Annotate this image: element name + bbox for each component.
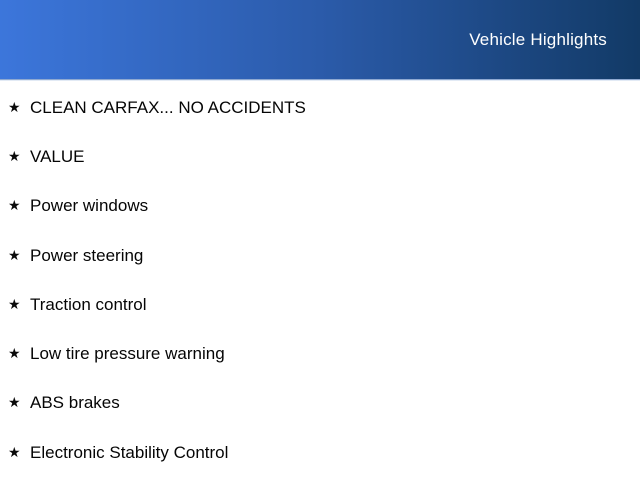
highlight-label: Traction control [30,294,147,314]
highlight-label: VALUE [30,146,85,166]
highlight-label: Electronic Stability Control [30,442,229,462]
highlight-label: ABS brakes [30,393,120,413]
star-icon: ★ [8,395,21,412]
list-item [0,182,640,231]
header-banner [0,0,640,80]
list-item [0,83,640,132]
highlight-label: CLEAN CARFAX... NO ACCIDENTS [30,97,306,117]
list-item [0,428,640,477]
star-icon: ★ [8,148,21,165]
star-icon: ★ [8,198,21,215]
star-icon: ★ [8,99,21,116]
highlight-label: Power steering [30,245,144,265]
list-item [0,280,640,329]
star-icon: ★ [8,296,21,313]
list-item [0,329,640,378]
star-icon: ★ [8,444,21,461]
list-item [0,132,640,181]
highlights-list [0,80,640,477]
list-item [0,379,640,428]
star-icon: ★ [8,346,21,363]
list-item [0,231,640,280]
highlight-label: Low tire pressure warning [30,344,225,364]
highlight-label: Power windows [30,196,149,216]
star-icon: ★ [8,247,21,264]
page-title: Vehicle Highlights [469,29,607,49]
